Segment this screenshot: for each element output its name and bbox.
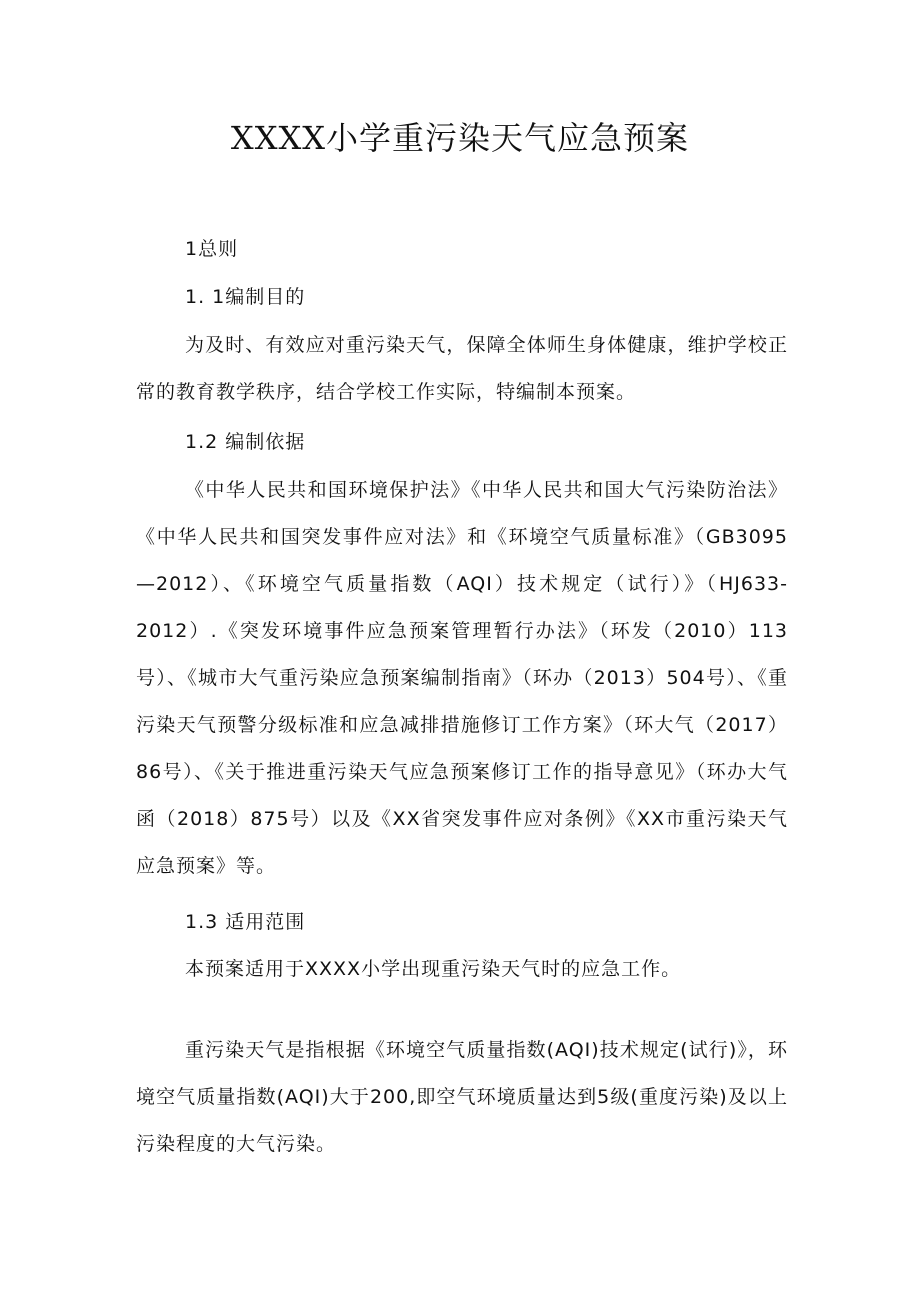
- definition-paragraph: 重污染天气是指根据《环境空气质量指数(AQI)技术规定(试行)》，环境空气质量指数(AQI)大于200,即空气环境质量达到5级(重度污染)及以上污染程度的大气污染。: [136, 1039, 788, 1155]
- basis-heading: 1.2 编制依据: [185, 431, 306, 453]
- purpose-paragraph: 为及时、有效应对重污染天气，保障全体师生身体健康，维护学校正常的教育教学秩序，结合学校工作实际，特编制本预案。: [136, 334, 788, 403]
- scope-heading: 1.3 适用范围: [185, 911, 306, 933]
- scope-paragraph: 本预案适用于XXXX小学出现重污染天气时的应急工作。: [185, 958, 682, 980]
- purpose-heading: 1. 1编制目的: [185, 286, 306, 308]
- basis-paragraph: 《中华人民共和国环境保护法》《中华人民共和国大气污染防治法》《中华人民共和国突发事件应对法》和《环境空气质量标准》（GB3095—2012）、《环境空气质量指数（AQI）技术规定（试行）》（HJ633-2012）.《突发环境事件应急预案管理暂行办法》（环发（2010）113号）、《城市大气重污染应急预案编制指南》（环办（2013）504号）、《重污染天气预警分级标准和应急减排措施修订工作方案》（环大气（2017）86号）、《关于推进重污染天气应急预案修订工作的指导意见》（环办大气函（2018）875号）以及《XX省突发事件应对条例》《XX市重污染天气应急预案》等。: [136, 479, 788, 877]
- section-general-heading: 1总则: [185, 238, 239, 260]
- document-title: XXXX小学重污染天气应急预案: [230, 119, 690, 157]
